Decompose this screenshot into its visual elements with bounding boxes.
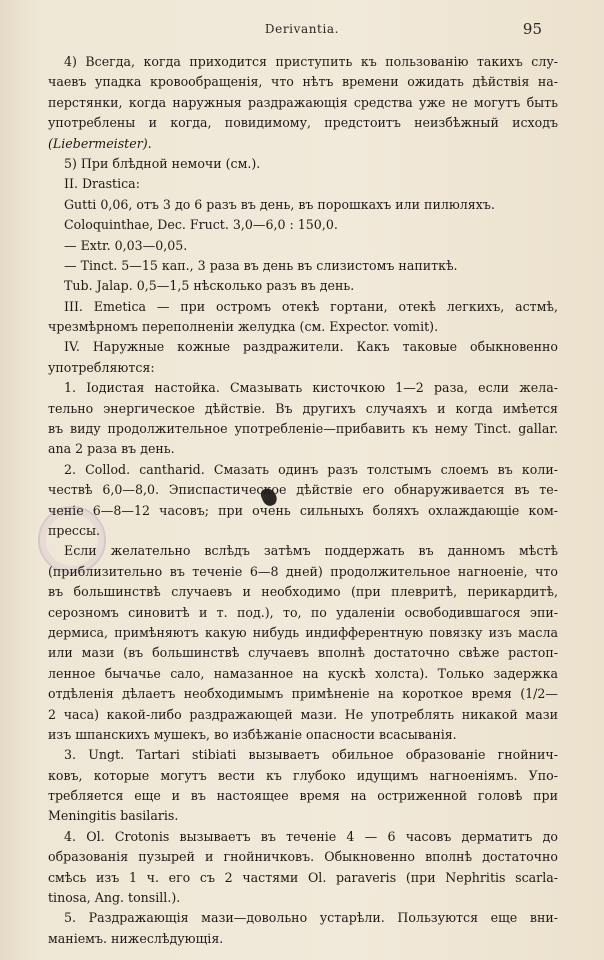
text-line: 2. Collod. cantharid. Смазать одинъ разъ толстымъ слоемъ въ коли- xyxy=(64,461,558,477)
text-line: чаевъ упадка кровообращенія, что нѣтъ времени ожидать дѣйствія на- xyxy=(48,74,558,90)
section-heading: III. Emetica — при остромъ отекѣ гортани, отекѣ легкихъ, астмѣ, xyxy=(64,298,558,314)
text-line: ченіе 6—8—12 часовъ; при очень сильныхъ боляхъ охлаждающіе ком- xyxy=(48,502,558,518)
text-line: изъ шпанскихъ мушекъ, во избѣжаніе опасности всасыванія. xyxy=(48,726,457,742)
text-line: употребляются: xyxy=(48,359,155,375)
text-line: Tub. Jalap. 0,5—1,5 нѣсколько разъ въ день. xyxy=(64,278,355,294)
text-line: или мази (въ большинствѣ случаевъ вполнѣ достаточно свѣже растоп- xyxy=(48,645,558,661)
text-line: (Liebermeister). xyxy=(48,135,152,151)
text-line: 3. Ungt. Tartari stibiati вызываетъ обильное образованіе гнойнич- xyxy=(64,747,558,763)
page-header xyxy=(0,20,604,44)
text-line: ana 2 раза въ день. xyxy=(48,441,175,457)
page-number: 95 xyxy=(522,20,542,38)
text-line: — Extr. 0,03—0,05. xyxy=(64,237,188,253)
text-line: Meningitis basilaris. xyxy=(48,808,179,824)
text-line: 1. Іодистая настойка. Смазывать кисточкою 1—2 раза, если жела- xyxy=(64,380,558,396)
text-line: смѣсь изъ 1 ч. его съ 2 частями Ol. paraveris (при Nephritis scarla- xyxy=(48,869,558,885)
text-line: требляется еще и въ настоящее время на остриженной головѣ при xyxy=(48,788,558,804)
text-line: — Tinct. 5—15 кап., 3 раза въ день въ слизистомъ напиткѣ. xyxy=(64,257,458,273)
text-line: отдѣленія дѣлаетъ необходимымъ примѣненіе на короткое время (1/2— xyxy=(48,686,558,702)
text-line: 2 часа) какой-либо раздражающей мази. Не употреблять никакой мази xyxy=(48,706,558,722)
text-line: Gutti 0,06, отъ 3 до 6 разъ въ день, въ порошкахъ или пилюляхъ. xyxy=(64,196,495,212)
text-line: дермиса, примѣняютъ какую нибудь индифферентную повязку изъ масла xyxy=(48,624,558,640)
text-line: tinosa, Ang. tonsill.). xyxy=(48,890,181,906)
running-title: Derivantia. xyxy=(264,22,340,36)
text-line: чествѣ 6,0—8,0. Эписпастическое дѣйствіе его обнаруживается въ те- xyxy=(48,482,558,498)
section-heading: II. Drastica: xyxy=(64,176,140,192)
text-line: ковъ, которые могутъ вести къ глубоко идущимъ нагноеніямъ. Упо- xyxy=(48,767,558,783)
text-line: въ большинствѣ случаевъ и необходимо (при плевритѣ, перикардитѣ, xyxy=(48,584,558,600)
body-text xyxy=(48,52,558,949)
section-heading: IV. Наружные кожные раздражители. Какъ таковые обыкновенно xyxy=(64,339,558,355)
text-line: 5. Раздражающія мази—довольно устарѣли. Пользуются еще вни- xyxy=(64,910,558,926)
text-line: въ виду продолжительное употребленіе—прибавить къ нему Tinct. gallar. xyxy=(48,421,558,437)
text-line: Если желательно вслѣдъ затѣмъ поддержать въ данномъ мѣстѣ xyxy=(64,543,558,559)
text-line: употреблены и когда, повидимому, предстоитъ неизбѣжный исходъ xyxy=(48,115,558,131)
text-line: 4. Ol. Crotonis вызываетъ въ теченіе 4 — 6 часовъ дерматитъ до xyxy=(64,828,558,844)
text-line: ленное бычачье сало, намазанное на кускѣ холста). Только задержка xyxy=(48,665,558,681)
text-line: 4) Всегда, когда приходится приступить къ пользованію такихъ слу- xyxy=(64,54,558,69)
text-line: чрезмѣрномъ переполненіи желудка (см. Expector. vomit). xyxy=(48,319,439,335)
text-line: маніемъ. нижеслѣдующія. xyxy=(48,930,224,946)
text-line: перстянки, когда наружныя раздражающія средства уже не могутъ быть xyxy=(48,94,558,110)
text-line: образованія пузырей и гнойничковъ. Обыкновенно вполнѣ достаточно xyxy=(48,849,558,865)
text-line: серозномъ синовитѣ и т. под.), то, по удаленіи освободившагося эпи- xyxy=(48,604,558,620)
text-line: Coloquinthae, Dec. Fruct. 3,0—6,0 : 150,0. xyxy=(64,217,338,233)
text-line: тельно энергическое дѣйствіе. Въ другихъ случаяхъ и когда имѣется xyxy=(48,400,558,416)
text-line: прессы. xyxy=(48,522,101,538)
text-line: 5) При блѣдной немочи (см.). xyxy=(64,155,261,171)
text-line: (приблизительно въ теченіе 6—8 дней) продолжительное нагноеніе, что xyxy=(48,563,558,579)
